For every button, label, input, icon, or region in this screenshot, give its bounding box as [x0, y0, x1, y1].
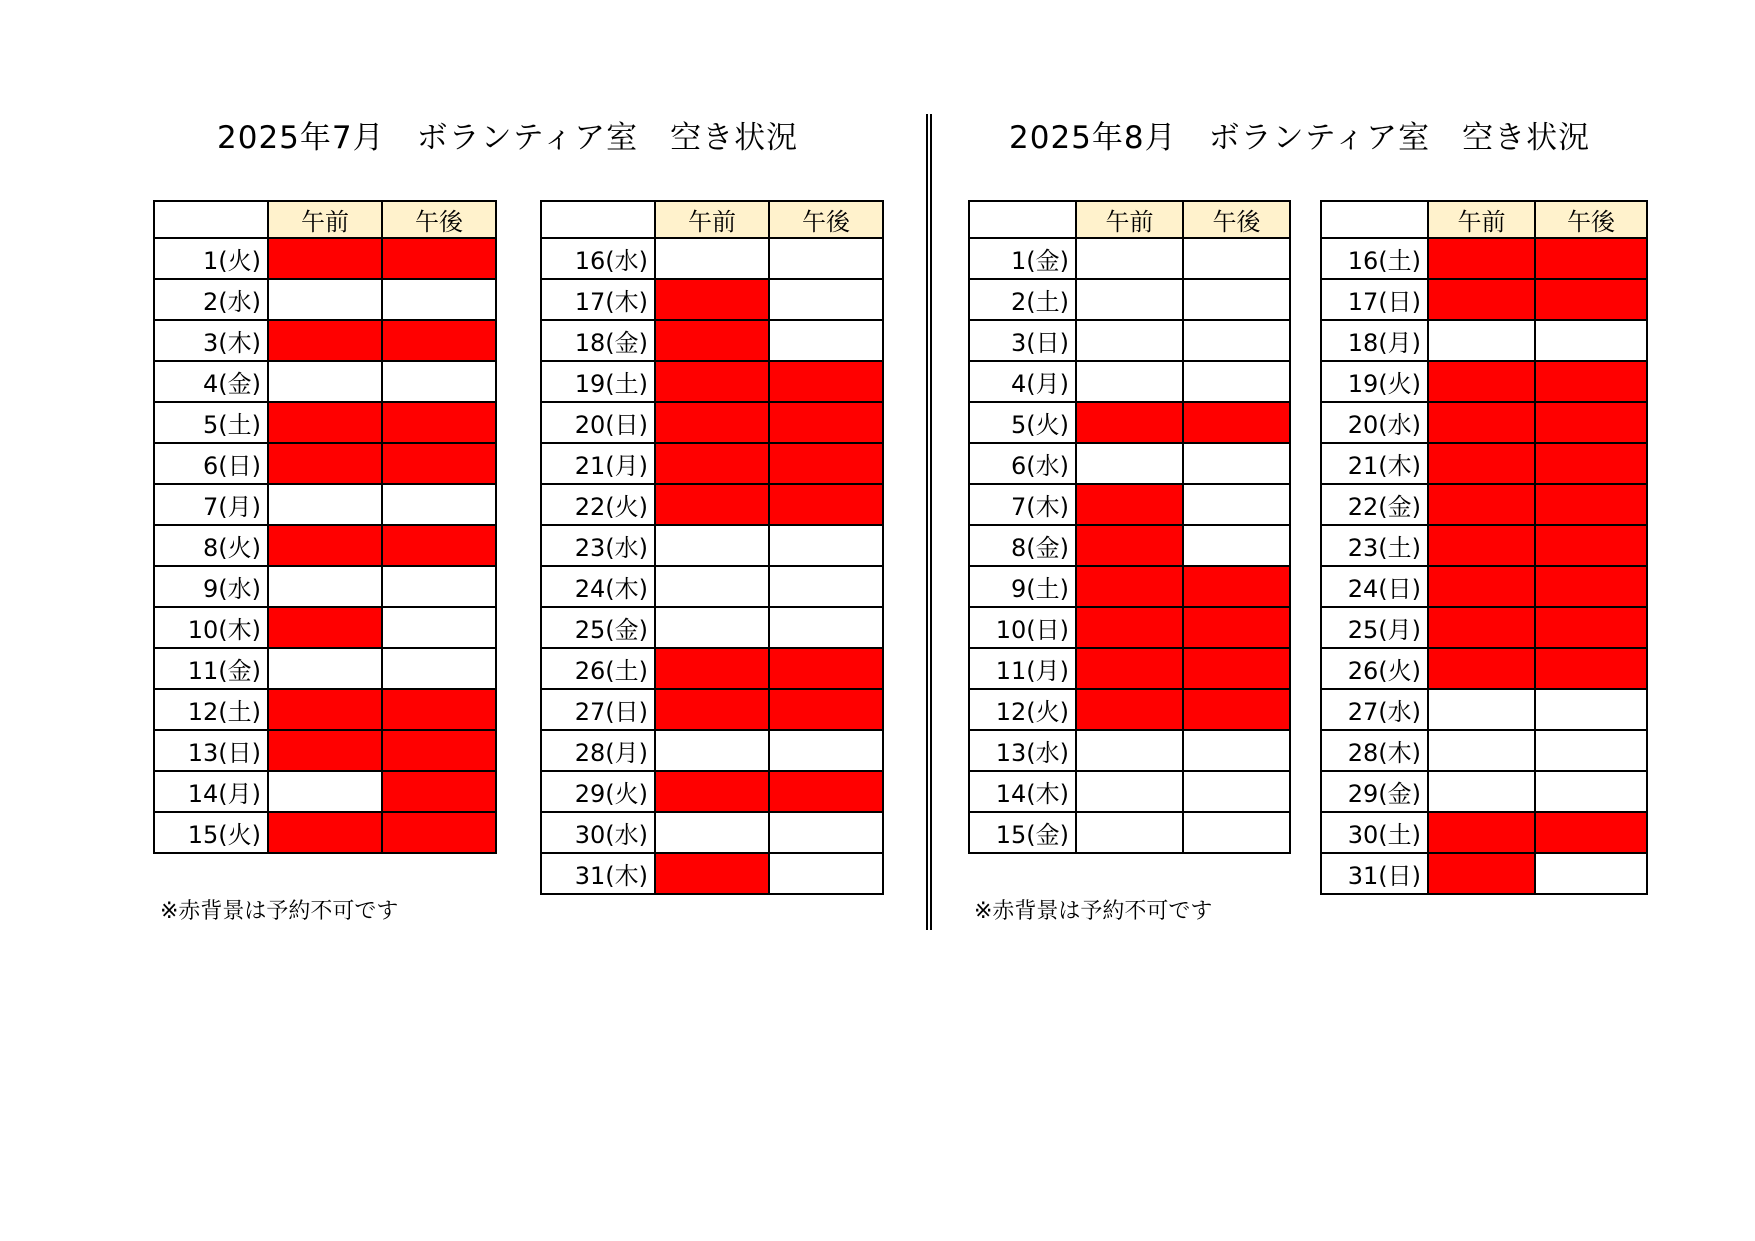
day-label: 24(木)	[541, 566, 655, 607]
am-slot	[1428, 566, 1535, 607]
day-label: 3(日)	[969, 320, 1076, 361]
header-blank	[969, 201, 1076, 238]
am-slot	[268, 525, 382, 566]
table-row	[1321, 853, 1647, 894]
day-label: 21(月)	[541, 443, 655, 484]
july-table-1	[153, 200, 497, 854]
pm-slot	[1183, 566, 1290, 607]
pm-slot	[769, 812, 883, 853]
day-label: 23(水)	[541, 525, 655, 566]
table-row	[1321, 402, 1647, 443]
day-label: 8(火)	[154, 525, 268, 566]
table-row	[969, 279, 1290, 320]
pm-slot	[769, 525, 883, 566]
day-label: 14(木)	[969, 771, 1076, 812]
am-slot	[1076, 525, 1183, 566]
pm-slot	[382, 525, 496, 566]
table-row	[154, 361, 496, 402]
pm-slot	[382, 279, 496, 320]
am-slot	[1428, 402, 1535, 443]
pm-slot	[1535, 279, 1647, 320]
table-row	[541, 402, 883, 443]
table-row	[154, 607, 496, 648]
pm-slot	[1535, 771, 1647, 812]
table-row	[154, 771, 496, 812]
table-row	[969, 443, 1290, 484]
pm-slot	[1535, 730, 1647, 771]
am-slot	[1076, 402, 1183, 443]
pm-slot	[769, 607, 883, 648]
am-slot	[655, 484, 769, 525]
pm-slot	[382, 771, 496, 812]
pm-slot	[382, 648, 496, 689]
pm-slot	[769, 566, 883, 607]
day-label: 3(木)	[154, 320, 268, 361]
table-row	[154, 320, 496, 361]
table-row	[1321, 730, 1647, 771]
am-slot	[1428, 853, 1535, 894]
am-slot	[655, 812, 769, 853]
day-label: 19(火)	[1321, 361, 1428, 402]
am-slot	[1076, 648, 1183, 689]
table-row	[969, 566, 1290, 607]
am-slot	[1428, 361, 1535, 402]
header-am: 午前	[655, 201, 769, 238]
day-label: 17(日)	[1321, 279, 1428, 320]
pm-slot	[1535, 566, 1647, 607]
am-slot	[655, 607, 769, 648]
table-row	[969, 484, 1290, 525]
table-row	[969, 689, 1290, 730]
pm-slot	[1183, 443, 1290, 484]
day-label: 10(日)	[969, 607, 1076, 648]
header-pm: 午後	[1183, 201, 1290, 238]
table-row	[541, 607, 883, 648]
day-label: 17(木)	[541, 279, 655, 320]
am-slot	[655, 853, 769, 894]
pm-slot	[769, 238, 883, 279]
day-label: 30(水)	[541, 812, 655, 853]
am-slot	[1076, 484, 1183, 525]
am-slot	[1428, 484, 1535, 525]
am-slot	[268, 320, 382, 361]
day-label: 6(水)	[969, 443, 1076, 484]
day-label: 20(水)	[1321, 402, 1428, 443]
pm-slot	[1535, 484, 1647, 525]
am-slot	[268, 607, 382, 648]
am-slot	[655, 443, 769, 484]
am-slot	[655, 730, 769, 771]
table-row	[541, 689, 883, 730]
am-slot	[655, 238, 769, 279]
pm-slot	[1183, 238, 1290, 279]
am-slot	[1076, 361, 1183, 402]
table-row	[1321, 525, 1647, 566]
pm-slot	[769, 279, 883, 320]
pm-slot	[1183, 812, 1290, 853]
day-label: 12(土)	[154, 689, 268, 730]
am-slot	[1428, 730, 1535, 771]
day-label: 8(金)	[969, 525, 1076, 566]
pm-slot	[1183, 320, 1290, 361]
table-row	[969, 525, 1290, 566]
day-label: 14(月)	[154, 771, 268, 812]
am-slot	[1428, 689, 1535, 730]
table-row	[541, 279, 883, 320]
day-label: 12(火)	[969, 689, 1076, 730]
day-label: 25(金)	[541, 607, 655, 648]
am-slot	[268, 648, 382, 689]
pm-slot	[1183, 648, 1290, 689]
table-row	[969, 771, 1290, 812]
pm-slot	[1535, 812, 1647, 853]
am-slot	[268, 812, 382, 853]
table-row	[541, 812, 883, 853]
day-label: 16(土)	[1321, 238, 1428, 279]
am-slot	[268, 443, 382, 484]
pm-slot	[1535, 443, 1647, 484]
am-slot	[1428, 279, 1535, 320]
header-blank	[541, 201, 655, 238]
pm-slot	[382, 607, 496, 648]
day-label: 31(木)	[541, 853, 655, 894]
table-row	[154, 443, 496, 484]
am-slot	[1428, 607, 1535, 648]
am-slot	[655, 525, 769, 566]
table-row	[969, 648, 1290, 689]
day-label: 26(火)	[1321, 648, 1428, 689]
am-slot	[1428, 812, 1535, 853]
day-label: 29(金)	[1321, 771, 1428, 812]
pm-slot	[769, 648, 883, 689]
am-slot	[655, 320, 769, 361]
pm-slot	[1535, 853, 1647, 894]
am-slot	[268, 730, 382, 771]
pm-slot	[382, 689, 496, 730]
day-label: 18(月)	[1321, 320, 1428, 361]
table-row	[154, 525, 496, 566]
am-slot	[268, 689, 382, 730]
table-row	[541, 361, 883, 402]
header-blank	[154, 201, 268, 238]
pm-slot	[769, 689, 883, 730]
day-label: 15(金)	[969, 812, 1076, 853]
day-label: 1(金)	[969, 238, 1076, 279]
pm-slot	[769, 730, 883, 771]
header-am: 午前	[1428, 201, 1535, 238]
table-row	[969, 402, 1290, 443]
am-slot	[268, 361, 382, 402]
day-label: 27(水)	[1321, 689, 1428, 730]
day-label: 27(日)	[541, 689, 655, 730]
july-title: 2025年7月 ボランティア室 空き状況	[217, 120, 799, 156]
month-divider	[926, 114, 932, 930]
table-row	[1321, 812, 1647, 853]
table-row	[1321, 361, 1647, 402]
day-label: 10(木)	[154, 607, 268, 648]
table-row	[969, 320, 1290, 361]
table-row	[541, 443, 883, 484]
table-row	[154, 689, 496, 730]
day-label: 1(火)	[154, 238, 268, 279]
am-slot	[655, 566, 769, 607]
pm-slot	[1183, 771, 1290, 812]
day-label: 19(土)	[541, 361, 655, 402]
table-row	[154, 402, 496, 443]
am-slot	[1076, 443, 1183, 484]
pm-slot	[1183, 730, 1290, 771]
day-label: 24(日)	[1321, 566, 1428, 607]
pm-slot	[1183, 484, 1290, 525]
table-row	[1321, 689, 1647, 730]
table-row	[1321, 238, 1647, 279]
day-label: 6(日)	[154, 443, 268, 484]
day-label: 23(土)	[1321, 525, 1428, 566]
table-row	[541, 771, 883, 812]
table-row	[154, 484, 496, 525]
pm-slot	[1183, 689, 1290, 730]
august-title: 2025年8月 ボランティア室 空き状況	[1009, 120, 1591, 156]
pm-slot	[769, 320, 883, 361]
august-table-2	[1320, 200, 1648, 895]
pm-slot	[382, 566, 496, 607]
table-row	[541, 525, 883, 566]
am-slot	[268, 238, 382, 279]
table-row	[969, 361, 1290, 402]
am-slot	[655, 279, 769, 320]
pm-slot	[382, 812, 496, 853]
pm-slot	[382, 484, 496, 525]
pm-slot	[769, 361, 883, 402]
day-label: 4(月)	[969, 361, 1076, 402]
pm-slot	[382, 402, 496, 443]
day-label: 28(月)	[541, 730, 655, 771]
pm-slot	[769, 484, 883, 525]
table-row	[541, 320, 883, 361]
pm-slot	[1183, 402, 1290, 443]
header-pm: 午後	[769, 201, 883, 238]
day-label: 18(金)	[541, 320, 655, 361]
july-table-2	[540, 200, 884, 895]
am-slot	[268, 566, 382, 607]
am-slot	[1076, 238, 1183, 279]
day-label: 5(土)	[154, 402, 268, 443]
am-slot	[1076, 607, 1183, 648]
pm-slot	[1535, 320, 1647, 361]
day-label: 25(月)	[1321, 607, 1428, 648]
header-am: 午前	[1076, 201, 1183, 238]
table-row	[1321, 566, 1647, 607]
pm-slot	[1535, 607, 1647, 648]
am-slot	[1428, 525, 1535, 566]
day-label: 22(金)	[1321, 484, 1428, 525]
day-label: 31(日)	[1321, 853, 1428, 894]
am-slot	[1076, 771, 1183, 812]
day-label: 16(水)	[541, 238, 655, 279]
pm-slot	[1535, 525, 1647, 566]
am-slot	[1076, 566, 1183, 607]
pm-slot	[1535, 402, 1647, 443]
am-slot	[1428, 771, 1535, 812]
pm-slot	[769, 443, 883, 484]
am-slot	[268, 279, 382, 320]
pm-slot	[382, 361, 496, 402]
am-slot	[655, 402, 769, 443]
header-pm: 午後	[1535, 201, 1647, 238]
pm-slot	[1183, 279, 1290, 320]
august-note: ※赤背景は予約不可です	[974, 899, 1213, 924]
pm-slot	[1535, 689, 1647, 730]
am-slot	[1428, 648, 1535, 689]
day-label: 4(金)	[154, 361, 268, 402]
day-label: 11(月)	[969, 648, 1076, 689]
pm-slot	[1535, 648, 1647, 689]
pm-slot	[1535, 238, 1647, 279]
table-row	[541, 484, 883, 525]
am-slot	[655, 648, 769, 689]
am-slot	[1076, 812, 1183, 853]
am-slot	[268, 484, 382, 525]
pm-slot	[382, 443, 496, 484]
header-blank	[1321, 201, 1428, 238]
am-slot	[1076, 279, 1183, 320]
day-label: 13(日)	[154, 730, 268, 771]
table-row	[541, 566, 883, 607]
day-label: 2(土)	[969, 279, 1076, 320]
am-slot	[655, 771, 769, 812]
am-slot	[1076, 730, 1183, 771]
table-row	[969, 607, 1290, 648]
pm-slot	[382, 730, 496, 771]
table-row	[541, 853, 883, 894]
am-slot	[268, 402, 382, 443]
pm-slot	[1183, 361, 1290, 402]
am-slot	[1076, 689, 1183, 730]
table-row	[1321, 320, 1647, 361]
pm-slot	[382, 238, 496, 279]
july-note: ※赤背景は予約不可です	[160, 899, 399, 924]
table-row	[1321, 607, 1647, 648]
table-row	[1321, 484, 1647, 525]
day-label: 9(土)	[969, 566, 1076, 607]
day-label: 15(火)	[154, 812, 268, 853]
pm-slot	[769, 853, 883, 894]
day-label: 20(日)	[541, 402, 655, 443]
day-label: 30(土)	[1321, 812, 1428, 853]
table-row	[154, 279, 496, 320]
table-row	[541, 238, 883, 279]
header-pm: 午後	[382, 201, 496, 238]
day-label: 13(水)	[969, 730, 1076, 771]
table-row	[1321, 443, 1647, 484]
pm-slot	[769, 402, 883, 443]
am-slot	[268, 771, 382, 812]
table-row	[969, 812, 1290, 853]
table-row	[154, 238, 496, 279]
table-row	[1321, 648, 1647, 689]
am-slot	[1428, 238, 1535, 279]
pm-slot	[1183, 525, 1290, 566]
day-label: 26(土)	[541, 648, 655, 689]
day-label: 22(火)	[541, 484, 655, 525]
am-slot	[1428, 443, 1535, 484]
pm-slot	[382, 320, 496, 361]
day-label: 28(木)	[1321, 730, 1428, 771]
august-table-1	[968, 200, 1291, 854]
table-row	[1321, 279, 1647, 320]
table-row	[541, 730, 883, 771]
table-row	[154, 812, 496, 853]
table-row	[154, 730, 496, 771]
table-row	[969, 730, 1290, 771]
day-label: 2(水)	[154, 279, 268, 320]
day-label: 9(水)	[154, 566, 268, 607]
day-label: 11(金)	[154, 648, 268, 689]
day-label: 5(火)	[969, 402, 1076, 443]
table-row	[969, 238, 1290, 279]
table-row	[154, 566, 496, 607]
pm-slot	[1535, 361, 1647, 402]
am-slot	[1076, 320, 1183, 361]
day-label: 7(木)	[969, 484, 1076, 525]
day-label: 29(火)	[541, 771, 655, 812]
day-label: 7(月)	[154, 484, 268, 525]
am-slot	[655, 689, 769, 730]
table-row	[541, 648, 883, 689]
am-slot	[655, 361, 769, 402]
table-row	[1321, 771, 1647, 812]
day-label: 21(木)	[1321, 443, 1428, 484]
header-am: 午前	[268, 201, 382, 238]
pm-slot	[769, 771, 883, 812]
am-slot	[1428, 320, 1535, 361]
table-row	[154, 648, 496, 689]
pm-slot	[1183, 607, 1290, 648]
